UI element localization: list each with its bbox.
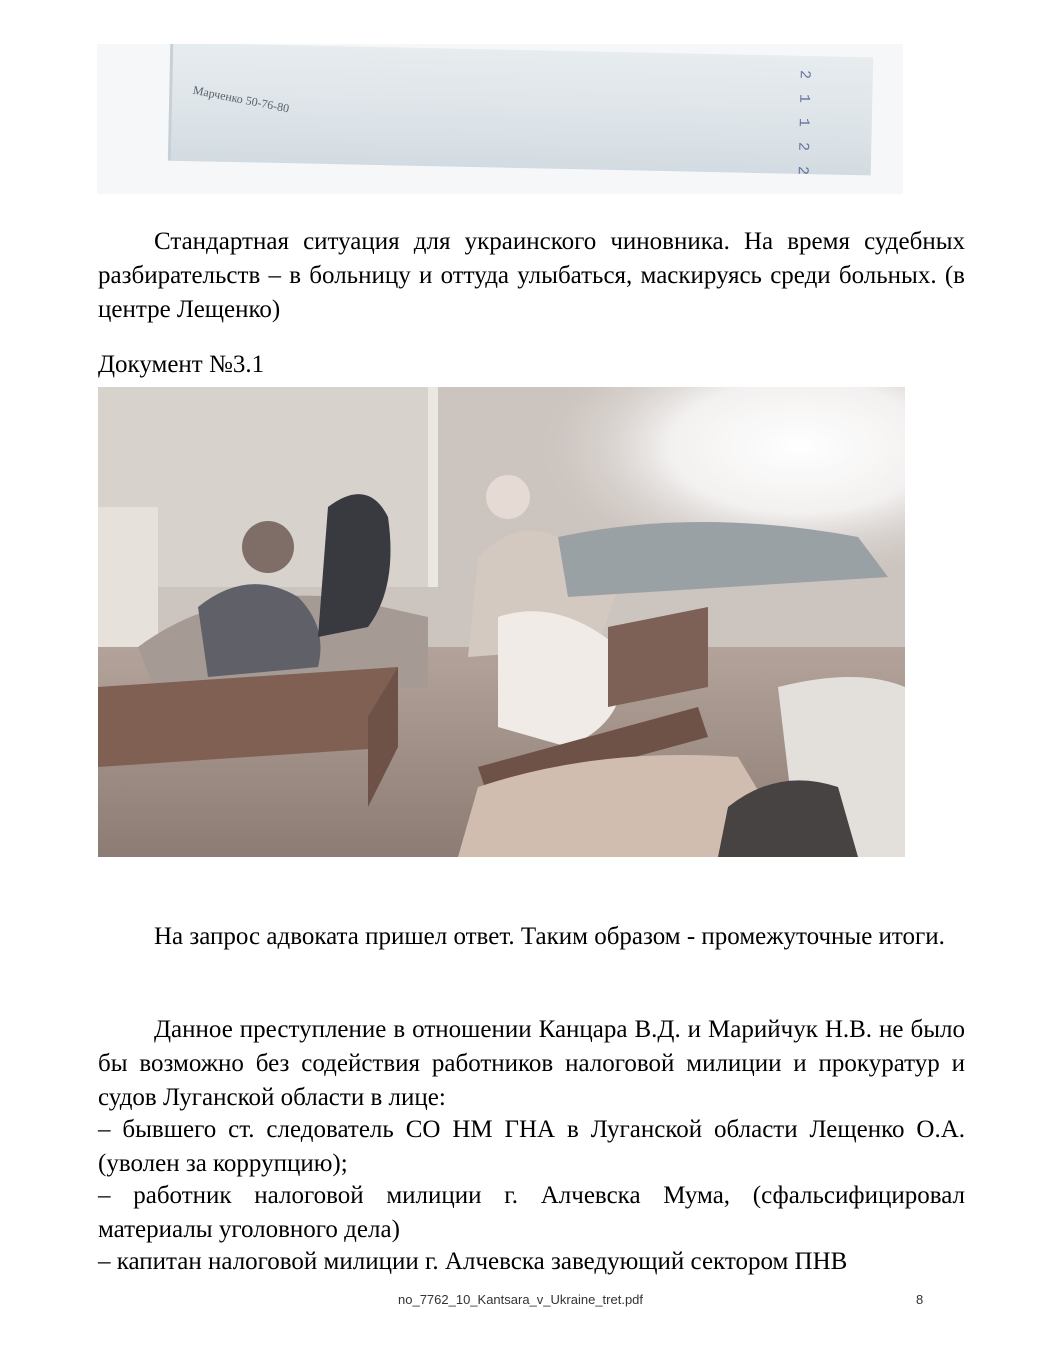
list-item: – бывшего ст. следователь СО НМ ГНА в Луганской области Лещенко О.А. (уволен за коррупцию); [98,1116,965,1177]
response-paragraph: На запрос адвоката пришел ответ. Таким образом - промежуточные итоги. [154,923,945,950]
strip-stamp-number: 2 1 1 2 2 [793,69,813,179]
footer-filename: no_7762_10_Kantsara_v_Ukraine_tret.pdf [398,1292,644,1307]
hospital-ward-photo [98,387,905,857]
list-item: – работник налоговой милиции г. Алчевска Мума, (сфальсифицировал материалы уголовного дела) [98,1182,965,1243]
crime-paragraph: Данное преступление в отношении Канцара В.Д. и Марийчук Н.В. не было бы возможно без содействия работников налоговой милиции и прокуратур и судов Луганской области в лице: [98,1016,965,1111]
paper-strip [168,44,873,179]
intro-paragraph: Стандартная ситуация для украинского чиновника. На время судебных разбирательств – в больницу и оттуда улыбаться, маскируясь среди больных. (в центре Лещенко) [98,228,965,323]
document-heading: Документ №3.1 [98,351,265,378]
scanned-document-strip [97,44,903,194]
footer-page-number: 8 [916,1292,924,1307]
strip-phone-text: Марченко 50-76-80 [191,82,291,116]
list-item: – капитан налоговой милиции г. Алчевска заведующий сектором ПНВ [98,1248,848,1275]
